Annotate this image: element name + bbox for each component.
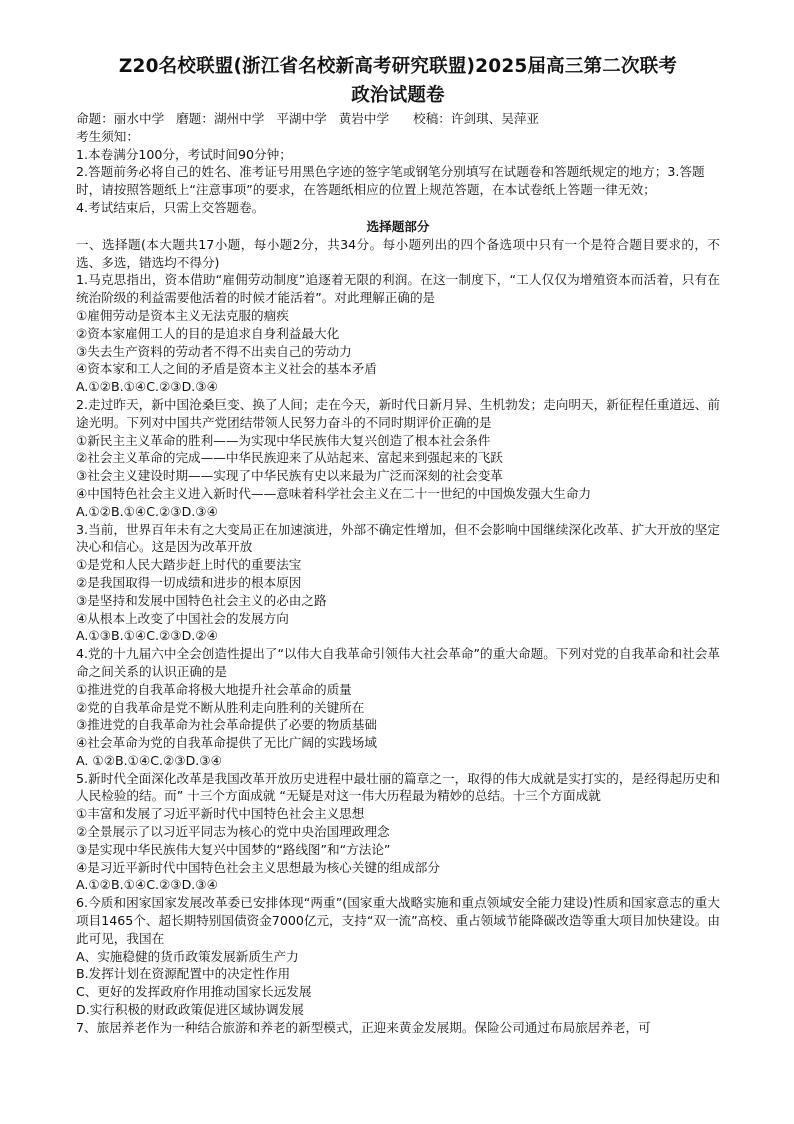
question-option: C、更好的发挥政府作用推动国家长远发展 (76, 984, 312, 1000)
question-option: ②全景展示了以习近平同志为核心的党中央治国理政理念 (76, 824, 390, 840)
question-option: A、实施稳健的货币政策发展新质生产力 (76, 948, 299, 964)
question-option: ②社会主义革命的完成——中华民族迎来了从站起来、富起来到强起来的飞跃 (76, 450, 503, 466)
section-title: 选择题部分 (366, 218, 430, 234)
notice-title: 考生须知： (76, 128, 139, 144)
credits-line: 命题：丽水中学 磨题：湖州中学 平湖中学 黄岩中学 校稿：许剑琪、吴萍亚 (76, 111, 540, 126)
question-option: ①新民主主义革命的胜利——为实现中华民族伟大复兴创造了根本社会条件 (76, 432, 491, 448)
question-2 (76, 396, 720, 521)
question-option: ③推进党的自我革命为社会革命提供了必要的物质基础 (76, 717, 377, 733)
question-option: ④资本家和工人之间的矛盾是资本主义社会的基本矛盾 (76, 361, 377, 377)
question-option: ④从根本上改变了中国社会的发展方向 (76, 610, 289, 626)
question-option: ①推进党的自我革命将极大地提升社会革命的质量 (76, 681, 352, 697)
question-stem: 2.走过昨天，新中国沧桑巨变、换了人间；走在今天，新时代日新月异、生机勃发；走向明天，新征程任重道远、前途光明。下列对中国共产党团结带领人民努力奋斗的不同时期评价正确的是 (76, 396, 720, 430)
question-option: ①是党和人民大踏步赶上时代的重要法宝 (76, 557, 302, 573)
answer-choices: A. ①②B.①④C.②③D.③④ (76, 752, 222, 768)
question-option: B.发挥计划在资源配置中的决定性作用 (76, 966, 291, 982)
exam-meta (76, 110, 720, 217)
question-option: ④社会革命为党的自我革命提供了无比广阔的实践场域 (76, 735, 377, 751)
question-stem: 3.当前，世界百年未有之大变局正在加速演进，外部不确定性增加，但不会影响中国继续深化改革、扩大开放的坚定决心和信心。这是因为改革开放 (76, 521, 720, 555)
question-option: ③是实现中华民族伟大复兴中国梦的“路线图”和“方法论” (76, 841, 391, 857)
question-option: ③社会主义建设时期——实现了中华民族有史以来最为广泛而深刻的社会变革 (76, 468, 503, 484)
question-5 (76, 770, 720, 895)
answer-choices: A.①③B.①④C.②③D.②④ (76, 628, 218, 644)
notice-2: 2.答题前务必将自己的姓名、准考证号用黑色字迹的签字笔或钢笔分别填写在试题卷和答题纸规定的地方；3.答题时，请按照答题纸上“注意事项”的要求，在答题纸相应的位置上规范答题，在本试卷纸上答题一律无效； (76, 164, 705, 198)
notice-4: 4.考试结束后，只需上交答题卷。 (76, 199, 265, 215)
question-1 (76, 271, 720, 396)
question-option: D.实行积极的财政政策促进区域协调发展 (76, 1002, 304, 1018)
question-option: ②资本家雇佣工人的目的是追求自身利益最大化 (76, 325, 340, 341)
answer-choices: A.①②B.①④C.②③D.③④ (76, 503, 218, 519)
answer-choices: A.①②B.①④C.②③D.③④ (76, 379, 218, 395)
question-stem: 1.马克思指出，资本借助“雇佣劳动制度”追逐着无限的利润。在这一制度下，“工人仅仅为增殖资本而活着，只有在统治阶级的利益需要他活着的时候才能活着”。对此理解正确的是 (76, 272, 720, 306)
question-stem: 5.新时代全面深化改革是我国改革开放历史进程中最壮丽的篇章之一，取得的伟大成就是实打实的，是经得起历史和人民检验的结。而” 十三个方面成就 “无疑是对这一伟大历程最为精妙的总结。十三个方面成就 (76, 770, 720, 804)
question-option: ①雇佣劳动是资本主义无法克服的痼疾 (76, 307, 289, 323)
question-option: ①丰富和发展了习近平新时代中国特色社会主义思想 (76, 806, 365, 822)
answer-choices: A.①②B.①④C.②③D.③④ (76, 877, 218, 893)
title-line-2: 政治试题卷 (351, 85, 445, 106)
page-title (76, 52, 720, 110)
question-option: ④是习近平新时代中国特色社会主义思想最为核心关键的组成部分 (76, 859, 440, 875)
question-3 (76, 521, 720, 646)
question-option: ④中国特色社会主义进入新时代——意味着科学社会主义在二十一世纪的中国焕发强大生命力 (76, 485, 592, 501)
question-stem: 7、旅居养老作为一种结合旅游和养老的新型模式，正迎来黄金发展期。保险公司通过布局旅居养老，可 (76, 1019, 651, 1035)
question-7 (76, 1019, 720, 1037)
question-stem: 4.党的十九届六中全会创造性提出了“以伟大自我革命引领伟大社会革命”的重大命题。下列对党的自我革命和社会革命之间关系的认识正确的是 (76, 646, 720, 679)
question-stem: 6.今质和困家国家发展改革委已安排体现“两重”(国家重大战略实施和重点领域安全能力建设)性质和国家意志的重大项目1465个、超长期特别国债资金7000亿元，支持“双一流”高校、重占领域节能降碳改造等重大项目加快建设。由此可见，我国在 (76, 895, 720, 946)
notice-1: 1.本卷满分100分，考试时间90分钟； (76, 146, 292, 162)
question-option: ②党的自我革命是党不断从胜利走向胜利的关键所在 (76, 699, 365, 715)
question-6 (76, 894, 720, 1019)
title-line-1: Z20名校联盟(浙江省名校新高考研究联盟)2025届高三第二次联考 (118, 56, 678, 77)
question-option: ②是我国取得一切成绩和进步的根本原因 (76, 574, 302, 590)
question-option: ③是坚持和发展中国特色社会主义的必由之路 (76, 592, 327, 608)
section-intro: 一、选择题(本大题共17小题，每小题2分，共34分。每小题列出的四个备选项中只有一个是符合题目要求的，不选、多选，错选均不得分) (76, 236, 720, 270)
question-4 (76, 645, 720, 770)
question-option: ③失去生产资料的劳动者不得不出卖自己的劳动力 (76, 343, 352, 359)
